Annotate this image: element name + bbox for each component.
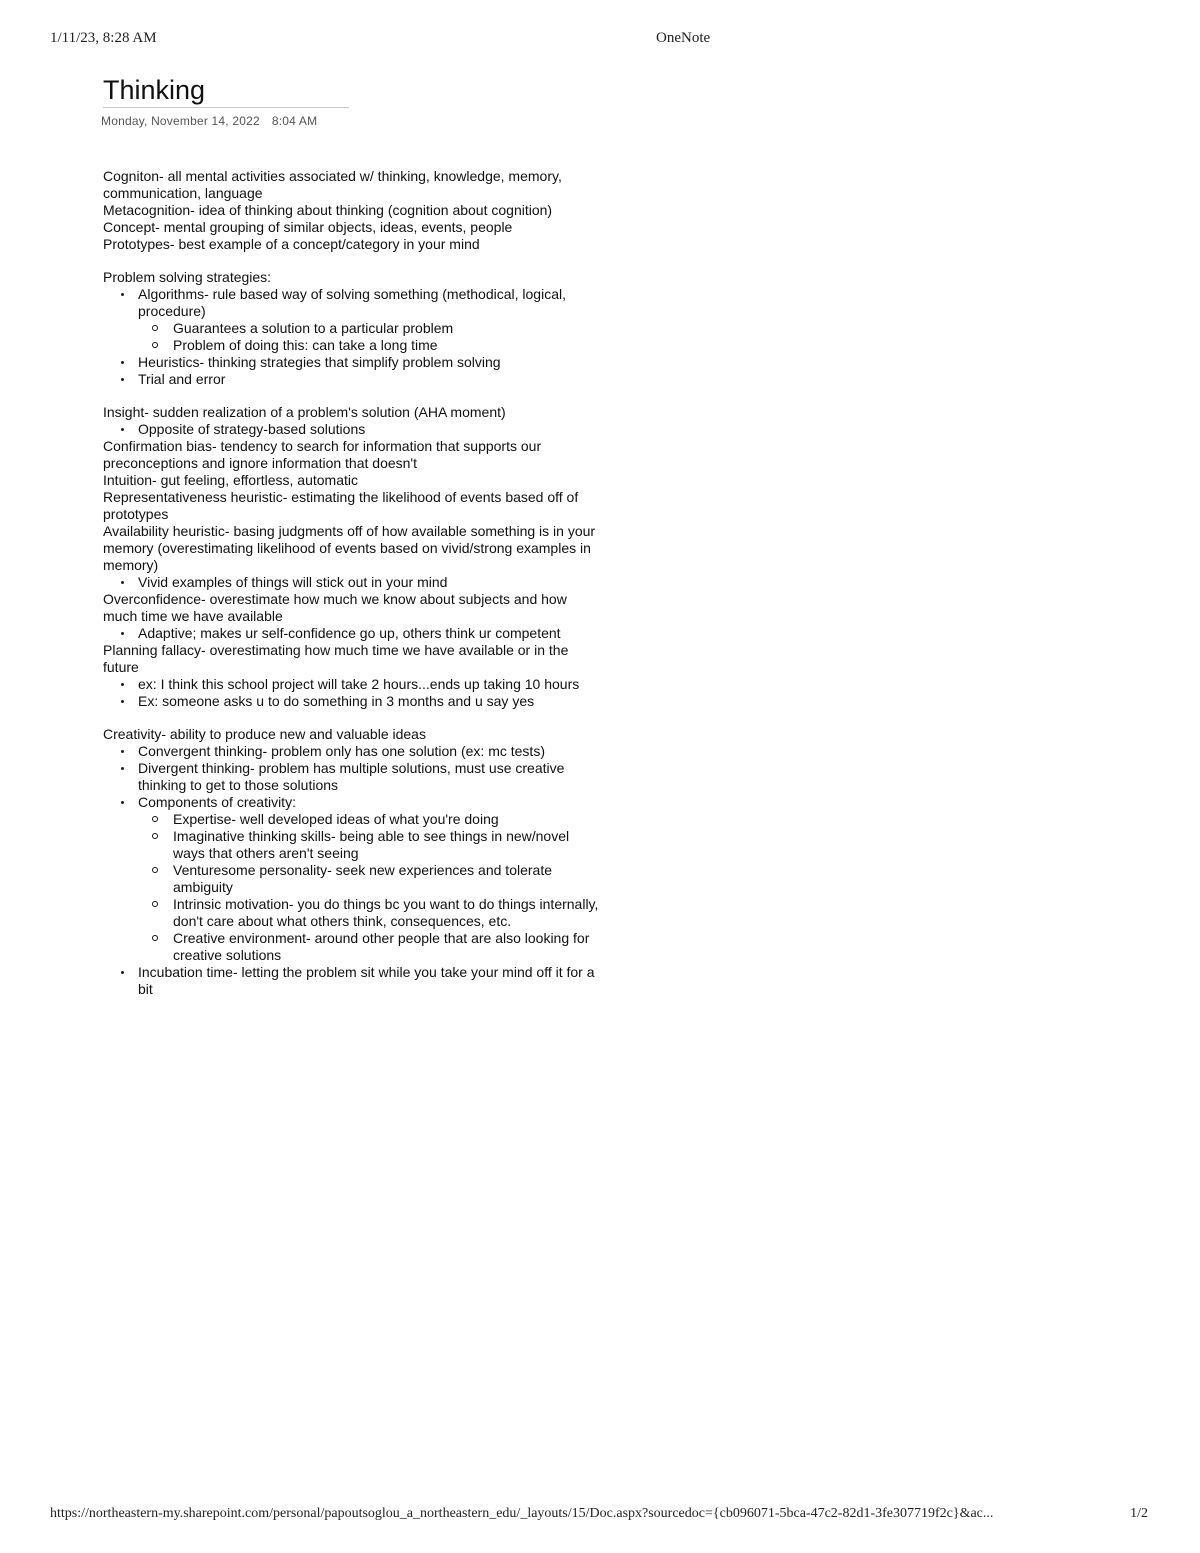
- bullet-list: [103, 286, 603, 388]
- sub-bullet-list: [138, 811, 603, 964]
- print-url: https://northeastern-my.sharepoint.com/personal/papoutsoglou_a_northeastern_edu/_layouts/15/Doc.aspx?sourcedoc={cb096071-5bca-47c2-82d1-3fe307719f2c}&ac...: [50, 1506, 994, 1521]
- list-item: [103, 286, 603, 354]
- page-meta: [101, 114, 317, 128]
- note-line: Problem solving strategies:: [103, 269, 272, 285]
- bullet-list: [103, 625, 603, 642]
- list-item: Vivid examples of things will stick out in your mind: [103, 574, 603, 591]
- list-item: Incubation time- letting the problem sit while you take your mind off it for a bit: [103, 964, 603, 998]
- note-line: Confirmation bias- tendency to search for information that supports our preconceptions and ignore information that doesn't: [103, 438, 542, 471]
- print-datetime: 1/11/23, 8:28 AM: [50, 30, 157, 46]
- note-line: Metacognition- idea of thinking about thinking (cognition about cognition): [103, 202, 553, 218]
- spacer: [103, 388, 603, 404]
- list-item: [103, 794, 603, 964]
- print-page-number: 1/2: [1130, 1506, 1148, 1521]
- sub-bullet-list: [138, 320, 603, 354]
- sub-list-item: Expertise- well developed ideas of what you're doing: [138, 811, 603, 828]
- page-date: Monday, November 14, 2022: [101, 114, 260, 128]
- note-line: Intuition- gut feeling, effortless, automatic: [103, 472, 358, 488]
- sub-list-item: Intrinsic motivation- you do things bc you want to do things internally, don't care about what others think, consequences, etc.: [138, 896, 603, 930]
- list-item: Adaptive; makes ur self-confidence go up, others think ur competent: [103, 625, 603, 642]
- list-item-text: Components of creativity:: [138, 794, 296, 810]
- note-line: Planning fallacy- overestimating how much time we have available or in the future: [103, 642, 569, 675]
- list-item: Convergent thinking- problem only has one solution (ex: mc tests): [103, 743, 603, 760]
- list-item-text: Algorithms- rule based way of solving something (methodical, logical, procedure): [138, 286, 566, 319]
- list-item: Divergent thinking- problem has multiple solutions, must use creative thinking to get to those solutions: [103, 760, 603, 794]
- bullet-list: [103, 421, 603, 438]
- print-app-name: OneNote: [656, 30, 711, 46]
- spacer: [103, 710, 603, 726]
- list-item: Heuristics- thinking strategies that simplify problem solving: [103, 354, 603, 371]
- page-title[interactable]: Thinking: [103, 75, 206, 105]
- sub-list-item: Imaginative thinking skills- being able to see things in new/novel ways that others aren't seeing: [138, 828, 603, 862]
- spacer: [103, 253, 603, 269]
- bullet-list: [103, 574, 603, 591]
- bullet-list: [103, 743, 603, 998]
- sub-list-item: Problem of doing this: can take a long time: [138, 337, 603, 354]
- note-line: Prototypes- best example of a concept/category in your mind: [103, 236, 480, 252]
- note-line: Creativity- ability to produce new and valuable ideas: [103, 726, 426, 742]
- page-time: 8:04 AM: [271, 114, 318, 128]
- list-item: ex: I think this school project will take 2 hours...ends up taking 10 hours: [103, 676, 603, 693]
- note-body[interactable]: [103, 168, 603, 998]
- note-line: Representativeness heuristic- estimating the likelihood of events based off of prototypes: [103, 489, 579, 522]
- note-line: Insight- sudden realization of a problem's solution (AHA moment): [103, 404, 506, 420]
- print-header: [50, 30, 1150, 50]
- note-line: Overconfidence- overestimate how much we know about subjects and how much time we have available: [103, 591, 567, 624]
- bullet-list: [103, 676, 603, 710]
- page-title-container: [103, 74, 349, 108]
- print-footer: [50, 1506, 1150, 1526]
- list-item: Ex: someone asks u to do something in 3 months and u say yes: [103, 693, 603, 710]
- note-line: Concept- mental grouping of similar objects, ideas, events, people: [103, 219, 513, 235]
- list-item: Opposite of strategy-based solutions: [103, 421, 603, 438]
- note-line: Availability heuristic- basing judgments off of how available something is in your memory (overestimating likelihood of events based on vivid/strong examples in memory): [103, 523, 596, 573]
- sub-list-item: Venturesome personality- seek new experiences and tolerate ambiguity: [138, 862, 603, 896]
- note-line: Cogniton- all mental activities associated w/ thinking, knowledge, memory, communication, language: [103, 168, 562, 201]
- list-item: Trial and error: [103, 371, 603, 388]
- sub-list-item: Creative environment- around other people that are also looking for creative solutions: [138, 930, 603, 964]
- sub-list-item: Guarantees a solution to a particular problem: [138, 320, 603, 337]
